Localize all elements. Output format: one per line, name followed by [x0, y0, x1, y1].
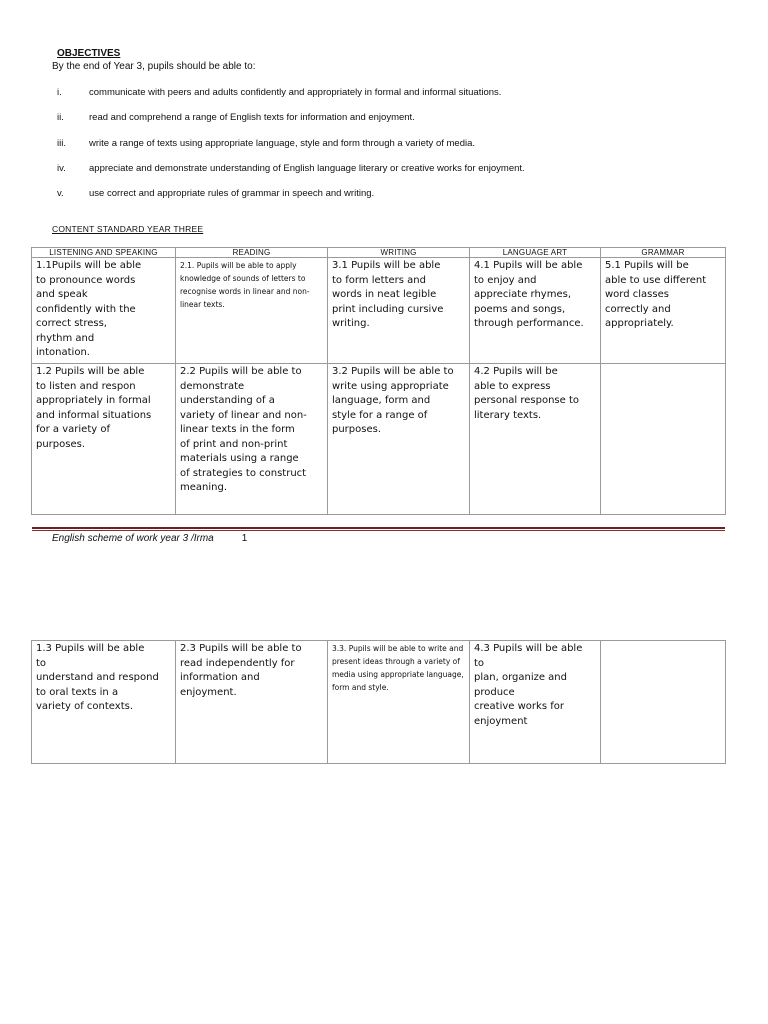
objectives-intro: By the end of Year 3, pupils should be able to: — [52, 61, 256, 72]
header-grammar: GRAMMAR — [601, 248, 726, 258]
objective-text: write a range of texts using appropriate language, style and form through a variety of media. — [89, 138, 476, 149]
footer-divider — [32, 530, 725, 531]
page-number: 1 — [241, 533, 248, 544]
objective-number: i. — [57, 87, 62, 98]
standard-cell: 1.2 Pupils will be able to listen and respon appropriately in formal and informal situations for a variety of purposes. — [32, 364, 176, 515]
standard-cell: 2.2 Pupils will be able to demonstrate understanding of a variety of linear and non- linear texts in the form of print and non-print materials using a range of strategies to construct meaning. — [176, 364, 328, 515]
objective-number: v. — [57, 188, 64, 199]
header-listening-speaking: LISTENING AND SPEAKING — [32, 248, 176, 258]
standard-cell: 3.2 Pupils will be able to write using appropriate language, form and style for a range of purposes. — [328, 364, 470, 515]
standard-cell: 2.3 Pupils will be able to read independently for information and enjoyment. — [176, 641, 328, 764]
objective-text: read and comprehend a range of English texts for information and enjoyment. — [89, 112, 415, 123]
standard-cell: 3.3. Pupils will be able to write and present ideas through a variety of media using appropriate language, form and style. — [328, 641, 470, 764]
table-row — [32, 364, 726, 515]
standard-cell — [601, 641, 726, 764]
standard-cell: 1.1Pupils will be able to pronounce words and speak confidently with the correct stress, rhythm and intonation. — [32, 258, 176, 364]
objective-number: iii. — [57, 138, 66, 149]
objective-number: iv. — [57, 163, 66, 174]
footer-divider — [32, 527, 725, 529]
footer-text: English scheme of work year 3 /Irma — [52, 533, 214, 544]
header-writing: WRITING — [328, 248, 470, 258]
table-row — [32, 258, 726, 364]
header-language-art: LANGUAGE ART — [470, 248, 601, 258]
objective-text: use correct and appropriate rules of grammar in speech and writing. — [89, 188, 375, 199]
objective-number: ii. — [57, 112, 64, 123]
standard-cell: 4.3 Pupils will be able to plan, organize and produce creative works for enjoyment — [470, 641, 601, 764]
header-reading: READING — [176, 248, 328, 258]
objectives-title: OBJECTIVES — [57, 48, 121, 59]
table-row — [32, 641, 726, 764]
content-standard-table-continued — [31, 640, 726, 764]
standard-cell: 1.3 Pupils will be able to understand and respond to oral texts in a variety of contexts. — [32, 641, 176, 764]
standard-cell: 2.1. Pupils will be able to apply knowledge of sounds of letters to recognise words in linear and non-linear texts. — [176, 258, 328, 364]
objective-text: communicate with peers and adults confidently and appropriately in formal and informal situations. — [89, 87, 502, 98]
content-standard-title: CONTENT STANDARD YEAR THREE — [52, 224, 204, 234]
standard-cell: 5.1 Pupils will be able to use different word classes correctly and appropriately. — [601, 258, 726, 364]
standard-cell: 4.2 Pupils will be able to express personal response to literary texts. — [470, 364, 601, 515]
page-footer — [52, 533, 247, 544]
table-header-row — [32, 248, 726, 258]
standard-cell: 4.1 Pupils will be able to enjoy and appreciate rhymes, poems and songs, through performance. — [470, 258, 601, 364]
standard-cell — [601, 364, 726, 515]
content-standard-table — [31, 247, 726, 515]
standard-cell: 3.1 Pupils will be able to form letters and words in neat legible print including cursive writing. — [328, 258, 470, 364]
objective-text: appreciate and demonstrate understanding of English language literary or creative works for enjoyment. — [89, 163, 525, 174]
